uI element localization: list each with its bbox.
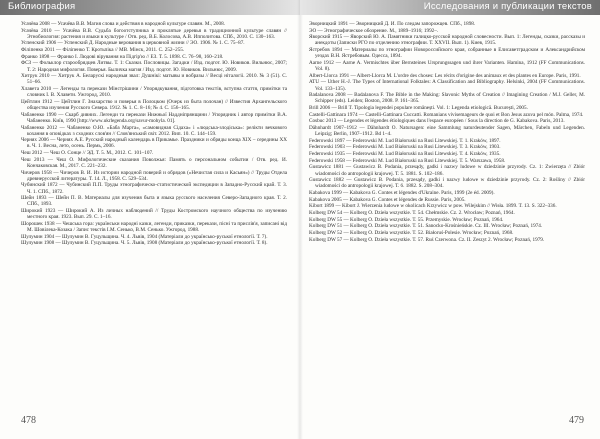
bibliography-entry: Шейн 1893 — Шейн П. В. Материалы для изучения быта и языка русского населения Северо-Западного края. Т. 2. СПб., 1893. bbox=[21, 195, 287, 208]
bibliography-entry: Чабаненко 1990 — Скарб дивних. Легенди та перекази Нижньої Наддніпрянщини / Упорядник і автор примітки В.А. Чабаненко. Київ, 1990 [http://www.ukrlegenda.org/savur-mohyla. 01]. bbox=[21, 111, 287, 124]
right-running-header bbox=[300, 0, 600, 15]
left-running-header bbox=[0, 0, 300, 15]
right-bibliography-list bbox=[309, 21, 585, 243]
bibliography-entry: Чернях 2006 — Чернях А.Е. Русский народный календарь в Прикамье. Праздники и обряды конца XIX – середины XX в. Ч. 1. Весна, лето, осень. Пермь, 2006. bbox=[21, 137, 287, 150]
bibliography-entry: Чабаненко 2012 — Чабаненко О.Ю. «Баба Марта», «самовидная Сідаха» і «людська-злодіська»: релікти вечкового кохання в оповідках з сходних слов'ян // Слов'янський світ. 2012. Вип. 10. С. 144–159. bbox=[21, 124, 287, 137]
bibliography-entry: Kolberg DW 52 — Kolberg O. Dzieła wszystkie. T. 52. Białoruś-Polesie. Wrocław; Poznań, 1968. bbox=[309, 230, 514, 236]
bibliography-entry: Gustawicz 1882 — Gustawicz B. Podania, przesądy, gadki i nazwy ludowe w dziedzinie przyrody. Cz. 2: Rośliny // Zbiór wiadomości do antropologii krajowej. T. 6. 1882. S. 208–304. bbox=[309, 177, 585, 190]
bibliography-entry: Badalanova 2008 — Badalanova F. The Bible in the Making: Slavonic Myths of Creation // Imagining Creation / M.J. Geller, M. Schipper (eds). Leiden; Boston, 2008. P. 161–365. bbox=[309, 92, 585, 105]
bibliography-entry: Філіпенко 2011 — Філіпенко Т. Кротьпіка // МВ. Мінск, 2011. С. 252–255. bbox=[21, 47, 185, 54]
bibliography-entry: Federowski 1958 — Federowski M. Lud Białoruski na Rusi Litewskiej. T. 5. Warszawa, 1958. bbox=[309, 157, 506, 164]
bibliography-entry: Ястребов 1894 — Материалы по этнографии Новороссийского края, собранные в Елисаветградском и Александрийском уездах В.Н. Ястребовым. Одесса, 1894. bbox=[309, 47, 585, 60]
right-header-title: Исследования и публикации текстов bbox=[423, 1, 592, 12]
bibliography-entry: Kolberg DW 51 — Kolberg O. Dzieła wszystkie. T. 51. Sanocko-Krośnieńskie. Cz. III. Wrocław; Poznań, 1974. bbox=[309, 223, 543, 230]
bibliography-entry: Цейтлин 1912 — Цейтлин Г. Знахарство и поверья в Полоцком (Очерк из быта полочан) // Известия Архангельского общества изучения Русского Севера. 1912. № 1. С. 8–16; № 4. С. 156–165. bbox=[21, 98, 287, 112]
bibliography-entry: Шулумин 1908 — Шулумин В. Гуцульщина. Ч. 5. Львів, 1908 (Матеріали до українсько-руської етнології. Т. 8). bbox=[21, 240, 268, 247]
bibliography-entry: Albert-Llorca 1991 — Albert-Llorca M. L'ordre des choses: Les récits d'origine des animaux et des plantes en Europe. Paris, 1991. bbox=[309, 72, 581, 79]
left-header-title: Библиография bbox=[8, 1, 76, 12]
right-page-number: 479 bbox=[569, 415, 584, 426]
right-page bbox=[300, 0, 600, 439]
left-page-number: 478 bbox=[21, 415, 36, 426]
bibliography-entry: Kolberg DW 55 — Kolberg O. Dzieła wszystkie. T. 55. Przemyskie. Wrocław; Poznań, 1964. bbox=[309, 216, 504, 223]
bibliography-entry: Kabakova 1999 — Kabakova G. Contes et légendes d'Ukraine. Paris, 1999 (2e éd. 2009). bbox=[309, 190, 495, 197]
bibliography-entry: Kabakova 2005 — Kabakova G. Contes et légendes de Russie. Paris, 2005. bbox=[309, 196, 466, 203]
bibliography-entry: Усачёва 2010 — Усачёва В.В. Судьба богоотступника и проклятые деревья в традиционной культуре славян // Этнобиология: растения и языки в культуре / Отв. ред. В.Б. Колосова, А.В. Ипполитова. СПб., 2010. С. 130–163. bbox=[21, 27, 287, 40]
bibliography-entry: ATU — Uther H.-J. The Types of International Folktales: A Classification and Bibliography. Helsinki, 2004 (FF Communications. Vol. 133–135). bbox=[309, 79, 585, 92]
bibliography-entry: Kibort 1899 — Kibort J. Wierzenia ludowe w okolicach Krzywicz w pow. Wilejskim // Wisła. 1899. T. 13. S. 322–336. bbox=[309, 203, 557, 210]
bibliography-entry: Шорошек 1938 — Чешська гора: українськи народні казки, легенди, приказки, перекази, пісні та прислів'я, записані від М. Шовілека-Козака / Запис текстів І.М. Сенько, В.М. Сенько. Ужгород, 1988. bbox=[21, 220, 287, 233]
bibliography-entry: Яворский 1915 — Яворский Ю. А. Памятники галицко-русской народной словесности. Вып. 1: Легенды, сказки, рассказы и анекдоты (Записки РГО по отделению этнографии. Т. XXVII. Вып. 1). Киев, 1915. bbox=[309, 34, 585, 47]
bibliography-entry: Широкий 1923 — Широкий А. Из личных наблюдений // Труды Костромского научного общества по изучению местного края. 1923. Вып. 29. С. 1–16. bbox=[21, 208, 287, 221]
bibliography-entry: Federowski 1903 — Federowski M. Lud Białoruski na Rusi Litewskiej. T. 3. Kraków, 1903. bbox=[309, 144, 501, 151]
bibliography-entry: Castelli-Gattinara 1974 — Castelli-Gattinara Cuccatti. Romanians vivisemageurs de quoi et Bon Jesus azuva pel món. Palma, 1974. bbox=[309, 111, 584, 118]
bibliography-entry: Франко 1898 — Франко І. Людові вірування на Підгір'ю // ЕЗ. Т. 5. 1898. С. 76–98, 160–218. bbox=[21, 53, 224, 60]
bibliography-entry: Kolberg DW 57 — Kolberg O. Dzieła wszystkie. T. 57. Ruś Czerwona. Cz. II. Zeszyt 2. Wrocław; Poznań, 1979. bbox=[309, 236, 545, 243]
bibliography-entry: Усачёва 2008 — Усачёва В.В. Магия слова и действия в народной культуре славян. М., 2008. bbox=[21, 21, 226, 27]
bibliography-entry: Чичеров 1958 — Чичеров В. И. Из истории народной поверий и обрядов («Нечистая сила и Касьян») // Труды Отдела древнерусской литературы. Т. 14. Л., 1958. С. 529–534. bbox=[21, 169, 287, 182]
left-bibliography-list bbox=[21, 21, 287, 247]
bibliography-entry: ФСЗ — Фольклор старообрядцев Литвы. Т. 1: Сказки. Пословицы. Загадки / Изд. подгот. Ю. Новиков. Вильнюс, 2007; Т. 2: Народная мифология. Поверья. Быличка магия / Изд. подгот. Ю. Новиков. Вильнюс, 2009. bbox=[21, 60, 287, 73]
bibliography-entry: Хитрук 2010 — Хитрук А. Беларускі народныя звал: Душнікі: матывы и вобразы // Весці ніталогіі. 2010. № 3 (51). С. 51–66. bbox=[21, 73, 287, 86]
bibliography-entry: Хлавета 2010 — Легенды та перекази Мінстрішини / Упорядкування, підготовка текстів, вступна стаття, примітки та словник І. В. Хлавети. Ужгород, 2010. bbox=[21, 86, 287, 99]
bibliography-entry: Dähnhardt 1907–1912 — Dähnhardt O. Natursagen: eine Sammlung naturdeutender Sagen, Märchen, Fabeln und Legenden. Leipzig; Berlin, 1907–1912. Bd 1–4. bbox=[309, 125, 585, 138]
bibliography-entry: Kolberg DW 54 — Kolberg O. Dzieła wszystkie. T. 54. Chełmskie. Cz. 2. Wrocław; Poznań, 1964. bbox=[309, 210, 515, 217]
bibliography-entry: Federowski 1935 — Federowski M. Lud Białoruski na Rusi Litewskiej. T. 4. Kraków, 1935. bbox=[309, 151, 501, 158]
bibliography-entry: ЭО — Этнографическое обозрение. М., 1889–1916; 1992–. bbox=[309, 27, 439, 34]
bibliography-entry: Gustawicz 1881 — Gustawicz B. Podania, przesądy, gadki i nazwy ludowe w dziedzinie przyrody. Cz. 1: Zwierzęta // Zbiór wiadomości do antropologii krajowej. T. 5. 1881. S. 102–186. bbox=[309, 164, 585, 177]
bibliography-entry: Эворницкий 1891 — Эворницкий Д. И. По следам запорожцев. СПб., 1898. bbox=[309, 21, 476, 27]
bibliography-entry: Federowski 1897 — Federowski M. Lud Białoruski na Rusi Litewskiej. T. 1. Kraków, 1897. bbox=[309, 137, 501, 144]
bibliography-entry: Aarne 1912 — Aarne A. Vermischtes über Bernsteines Ursprungssagen und ihrer Varianten. Hamina, 1912 (FF Communications. Vol. 8). bbox=[309, 59, 585, 73]
bibliography-entry: Чеш 2012 — Чеш О. Сонце // ЭД. Т. 5. М., 2012. С. 101–107. bbox=[21, 150, 154, 157]
bibliography-entry: Brill 2006 — Brill T. Tipologia legendei populare românești. Vol. 1: Legenda etiologică. București, 2005. bbox=[309, 105, 528, 112]
bibliography-entry: Cosbuc 2013 — Legendes et légendes étiologiques dans l'espace européen / Sous la direction de G. Kabakova. Paris, 2013. bbox=[309, 118, 565, 125]
bibliography-entry: Чубинский 1872 — Чубинский П.П. Труды этнографическо-статистической экспедиции в Западно-Русский край. Т. 3. Ч. 1. СПб., 1872. bbox=[21, 182, 287, 195]
bibliography-entry: Успенский 1906 — Успенский Д. Народные верования в церковной жизни // ЭО. 1906. № 1. С. 75–87. bbox=[21, 40, 245, 47]
bibliography-entry: Шулумин 1904 — Шулумин В. Гуцульщина. Ч. 4. Львів, 1904 (Матеріали до українсько-руської етнології. Т. 7). bbox=[21, 233, 268, 240]
bibliography-entry: Чеш 2013 — Чеш О. Мифологические сказания Поволжья: Память о персональном событии / Отв. ред. И. Кончаковская. М., 2017. С. 221–232. bbox=[21, 156, 287, 169]
